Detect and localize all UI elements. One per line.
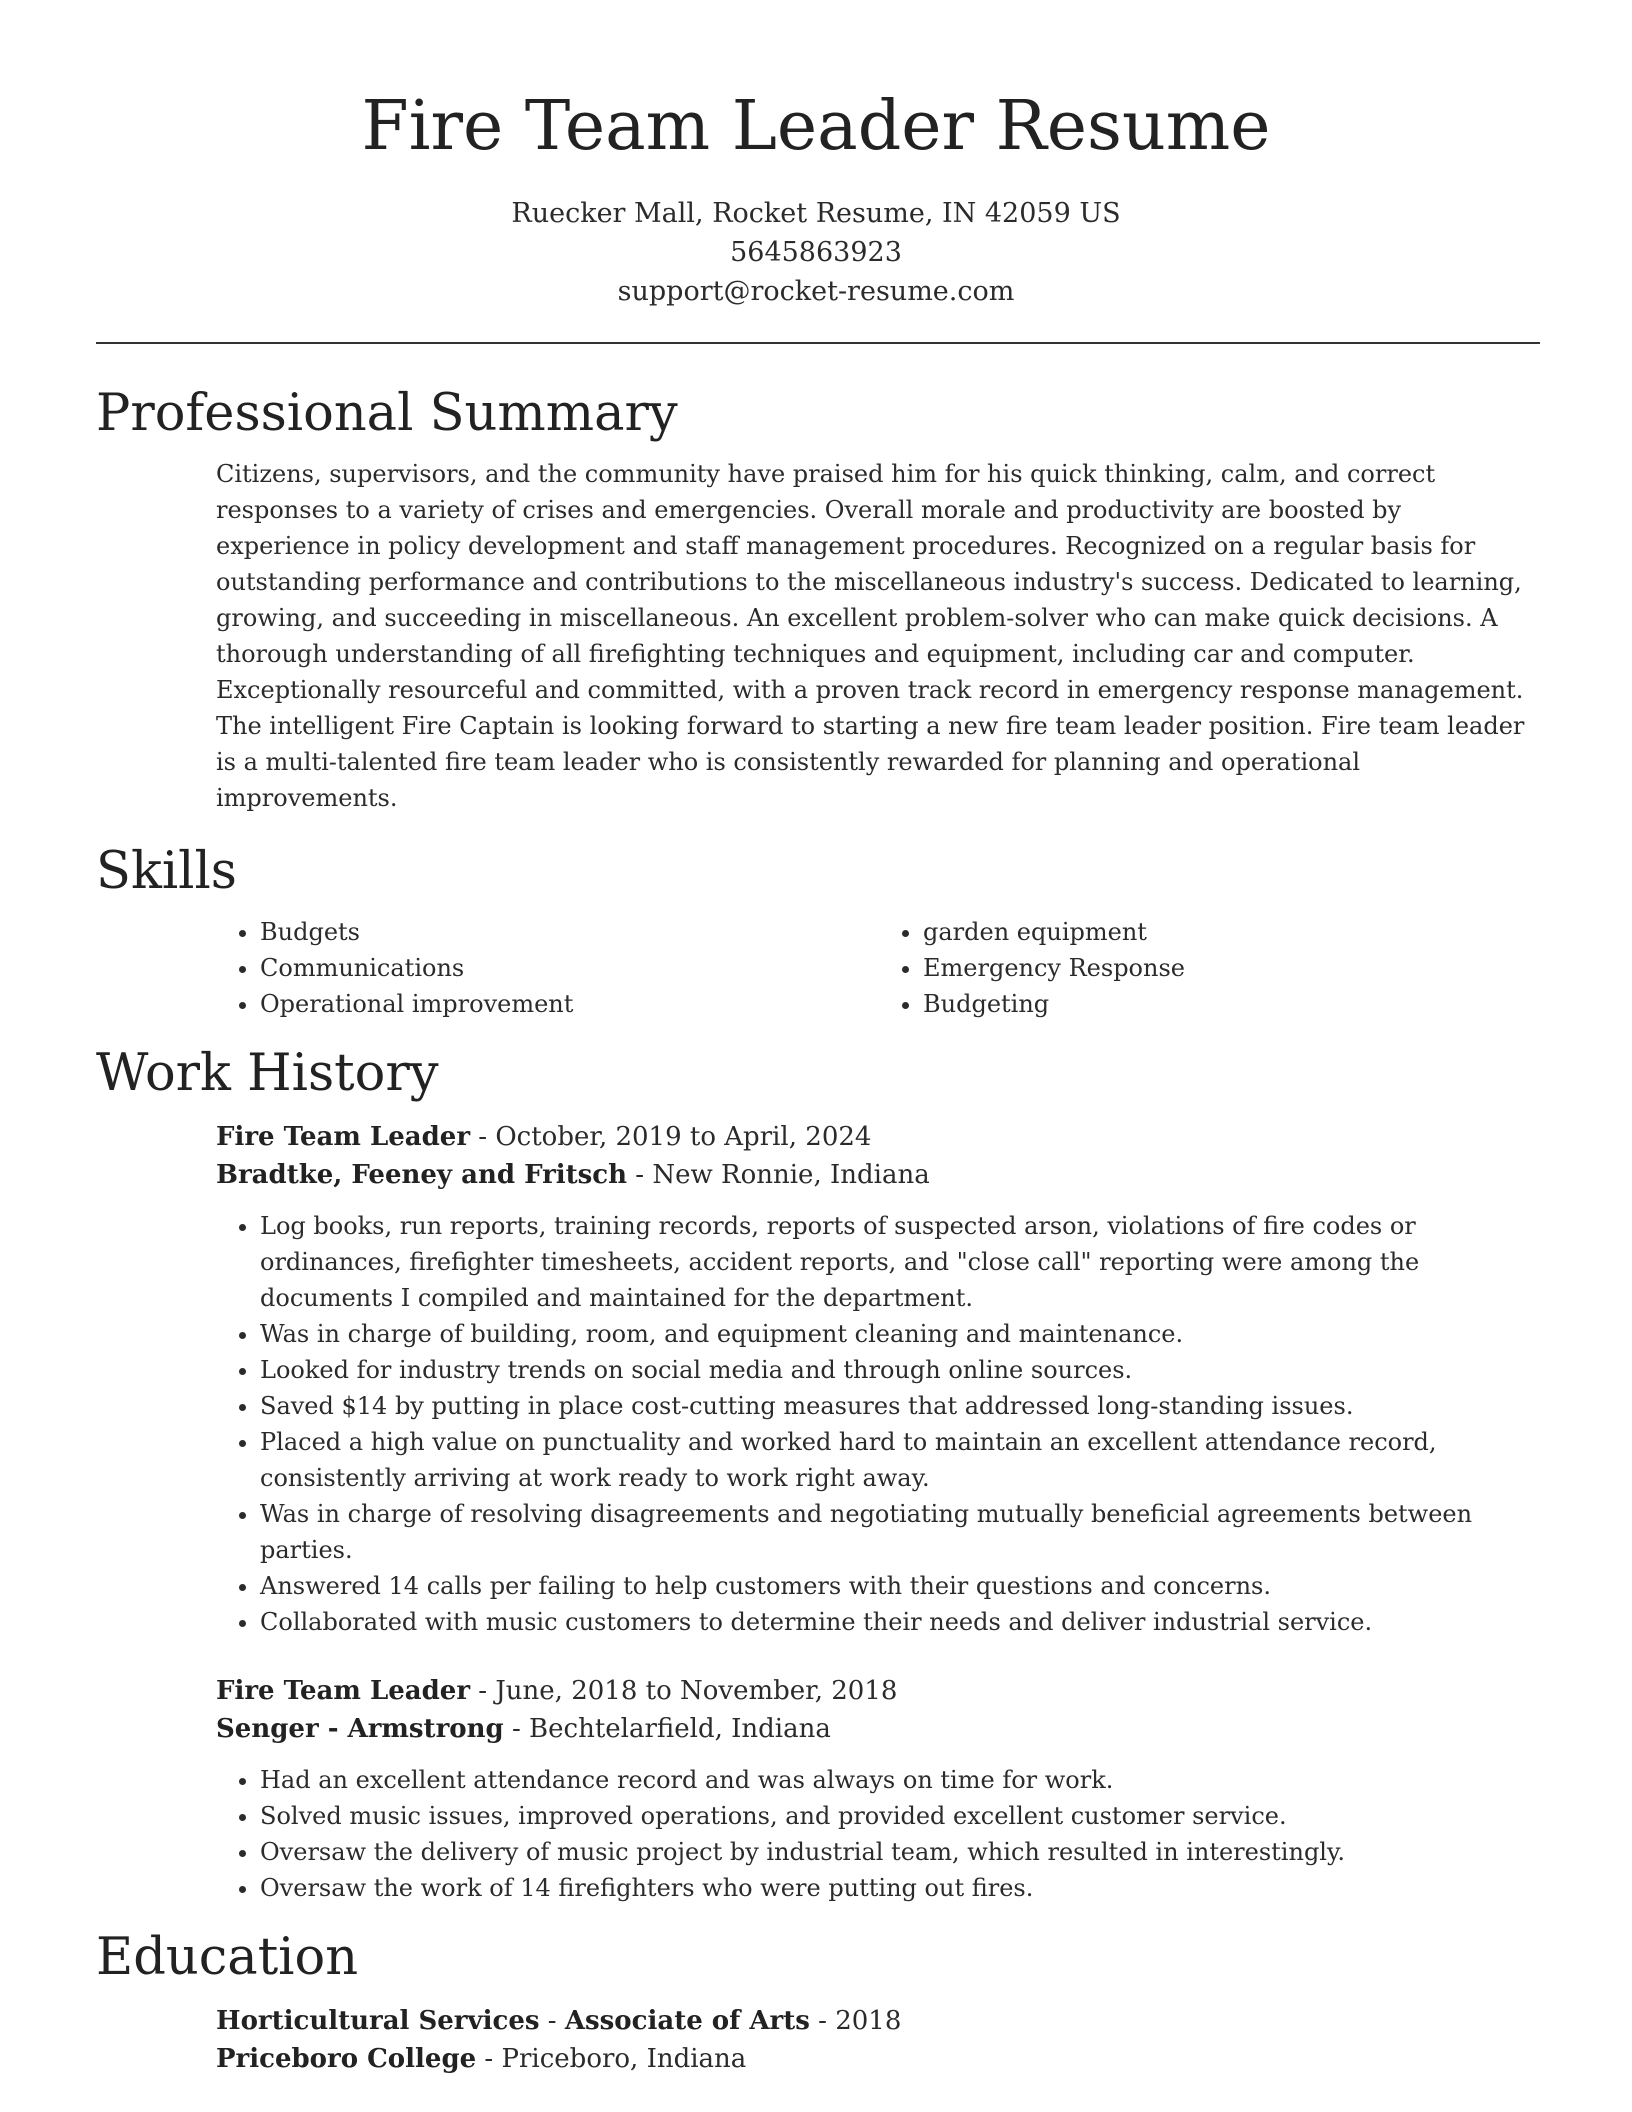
work-history-section [96,1040,1540,1906]
contact-info [0,194,1632,311]
job-company: Bradtke, Feeney and Fritsch [216,1160,628,1190]
education-degree-line [216,2002,1542,2040]
section-title-summary: Professional Summary [96,384,678,443]
education-year: - 2018 [809,2006,902,2036]
job-role: Fire Team Leader [216,1122,471,1152]
skills-columns [216,914,1542,1022]
job-bullet: • Looked for industry trends on social media and through online sources. [260,1352,1542,1388]
job-bullet: • Was in charge of building, room, and equipment cleaning and maintenance. [260,1316,1542,1352]
summary-section [96,380,1540,816]
education-school: Priceboro College [216,2044,477,2074]
education-section [96,1924,1540,2078]
resume-header [0,0,1632,311]
job-bullet: • Saved $14 by putting in place cost-cutting measures that addressed long-standing issues. [260,1388,1542,1424]
skills-list-left [216,914,879,1022]
job-bullet: • Oversaw the work of 14 firefighters who were putting out fires. [260,1870,1542,1906]
job-location: - Bechtelarfield, Indiana [503,1714,831,1744]
skill-item: • Operational improvement [260,986,879,1022]
skill-item: • Budgeting [923,986,1542,1022]
phone: 5645863923 [730,237,902,268]
job-dates: - October, 2019 to April, 2024 [470,1122,872,1152]
education-degree: Associate of Arts [564,2006,810,2036]
job-bullet: • Solved music issues, improved operations, and provided excellent customer service. [260,1798,1542,1834]
job-location: - New Ronnie, Indiana [627,1160,930,1190]
job-entry [216,1118,1542,1640]
job-bullet: • Had an excellent attendance record and was always on time for work. [260,1762,1542,1798]
section-title-skills: Skills [96,842,237,901]
resume-title: Fire Team Leader Resume [361,87,1271,166]
education-separator: - [539,2006,565,2036]
job-bullet: • Answered 14 calls per failing to help customers with their questions and concerns. [260,1568,1542,1604]
job-bullet: • Log books, run reports, training records, reports of suspected arson, violations of fire codes or ordinances, firefighter timesheets, accident reports, and "close call" reporting were among the documents I compiled and maintained for the department. [260,1208,1542,1316]
summary-text: Citizens, supervisors, and the community have praised him for his quick thinking, calm, and correct responses to a variety of crises and emergencies. Overall morale and productivity are boosted by experience in policy development and staff management procedures. Recognized on a regular basis for outstanding performance and contributions to the miscellaneous industry's success. Dedicated to learning, growing, and succeeding in miscellaneous. An excellent problem-solver who can make quick decisions. A thorough understanding of all firefighting techniques and equipment, including car and computer. Exceptionally resourceful and committed, with a proven track record in emergency response management. The intelligent Fire Captain is looking forward to starting a new fire team leader position. Fire team leader is a multi-talented fire team leader who is consistently rewarded for planning and operational improvements. [216,460,1525,812]
skill-item: • Budgets [260,914,879,950]
email: support@rocket-resume.com [617,276,1015,307]
job-bullet: • Placed a high value on punctuality and worked hard to maintain an excellent attendance record, consistently arriving at work ready to work right away. [260,1424,1542,1496]
skills-list-right [879,914,1542,1022]
job-bullets [216,1208,1542,1640]
job-bullet: • Oversaw the delivery of music project by industrial team, which resulted in interestingly. [260,1834,1542,1870]
education-entry [216,2002,1542,2078]
job-heading [216,1672,1542,1710]
section-title-education: Education [96,1928,359,1987]
job-company: Senger - Armstrong [216,1714,504,1744]
job-heading [216,1118,1542,1156]
skills-section [96,838,1540,1022]
job-role: Fire Team Leader [216,1676,471,1706]
job-bullet: • Was in charge of resolving disagreements and negotiating mutually beneficial agreements between parties. [260,1496,1542,1568]
education-field: Horticultural Services [216,2006,540,2036]
job-entry [216,1672,1542,1906]
skill-item: • Emergency Response [923,950,1542,986]
job-employer [216,1710,1542,1748]
address: Ruecker Mall, Rocket Resume, IN 42059 US [511,198,1121,229]
job-bullets [216,1762,1542,1906]
skill-item: • garden equipment [923,914,1542,950]
job-dates: - June, 2018 to November, 2018 [470,1676,898,1706]
resume-body [96,380,1540,2078]
skill-item: • Communications [260,950,879,986]
education-school-line [216,2040,1542,2078]
header-divider [96,342,1540,344]
job-bullet: • Collaborated with music customers to determine their needs and deliver industrial service. [260,1604,1542,1640]
education-location: - Priceboro, Indiana [476,2044,747,2074]
job-employer [216,1156,1542,1194]
section-title-work: Work History [96,1044,439,1103]
